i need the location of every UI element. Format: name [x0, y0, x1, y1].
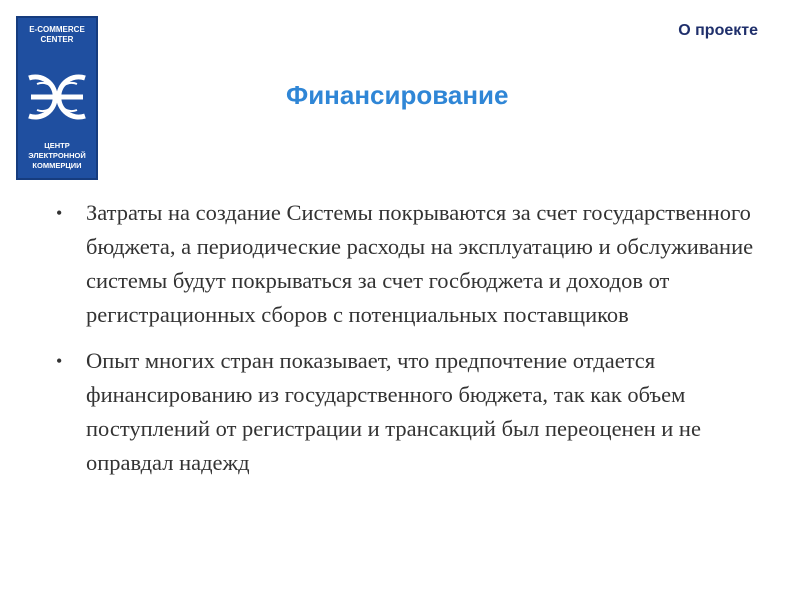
- bullet-list: [56, 196, 756, 492]
- ee-emblem-icon: [23, 54, 91, 140]
- section-label: О проекте: [678, 22, 758, 39]
- logo-bottom-line: ЦЕНТР: [44, 141, 70, 150]
- bullet-text: Затраты на создание Системы покрываются за счет государственного бюджета, а периодические расходы на эксплуатацию и обслуживание системы будут покрываться за счет госбюджета и доходов от регистрационных сборов с потенциальных поставщиков: [86, 200, 754, 327]
- logo-bottom-line: КОММЕРЦИИ: [32, 161, 82, 170]
- logo-top-text: [18, 25, 96, 45]
- bullet-text: Опыт многих стран показывает, что предпочтение отдается финансированию из государственного бюджета, так как объем поступлений от регистрации и трансакций был переоценен и не оправдал надежд: [86, 348, 701, 475]
- logo-bottom-text: [18, 141, 96, 171]
- page-title: Финансирование: [286, 80, 509, 110]
- bullet-item: [56, 344, 756, 480]
- logo-top-line: E-COMMERCE: [29, 25, 85, 34]
- bullet-marker: •: [56, 351, 63, 371]
- logo-bottom-line: ЭЛЕКТРОННОЙ: [28, 151, 86, 160]
- logo: [16, 16, 98, 180]
- logo-top-line: CENTER: [40, 35, 74, 44]
- bullet-item: [56, 196, 756, 332]
- bullet-marker: •: [56, 203, 63, 223]
